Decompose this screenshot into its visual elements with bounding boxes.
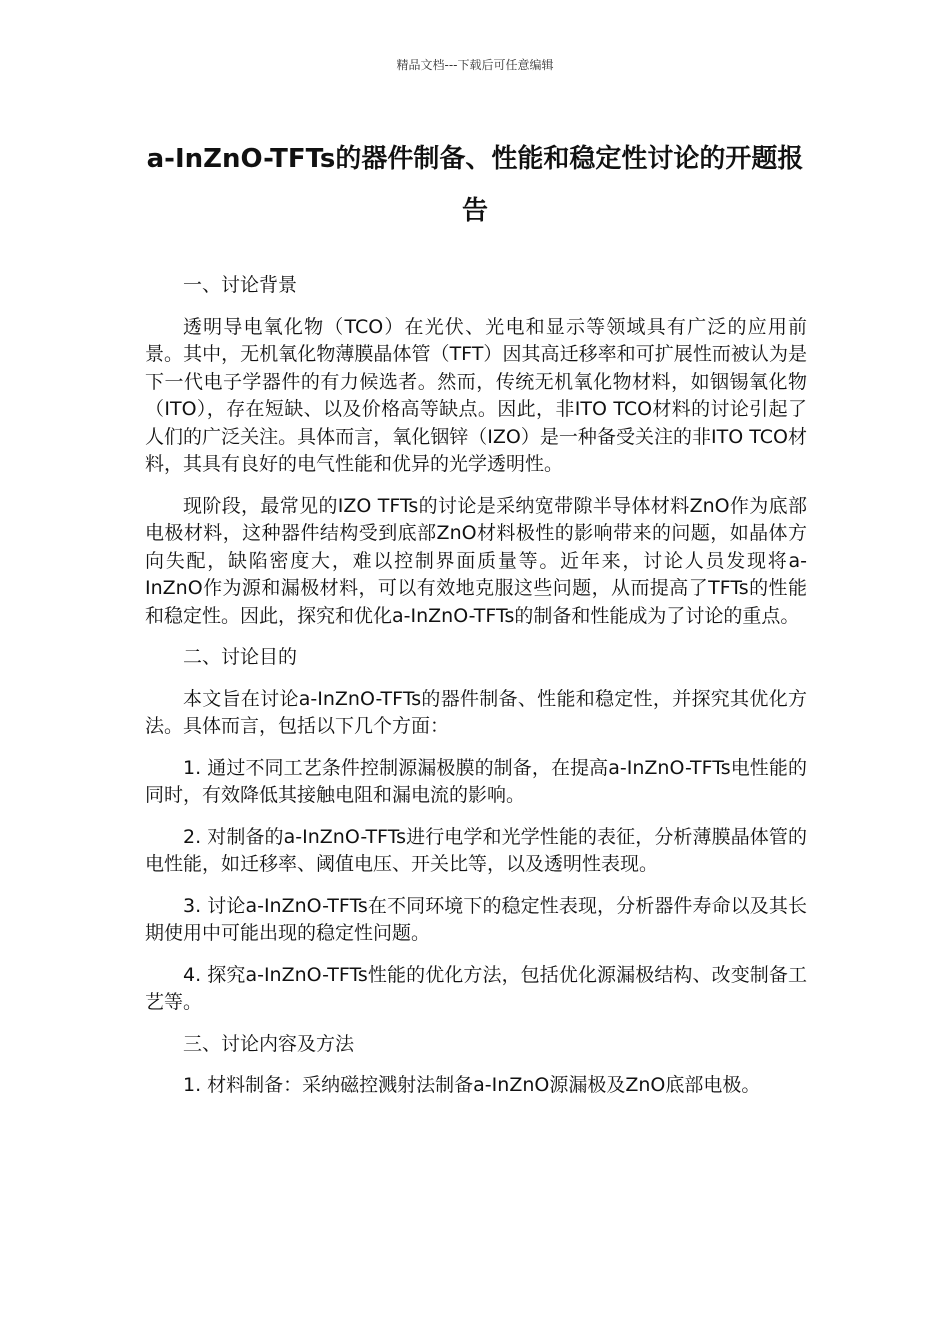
list-item-objective-4: 4. 探究a-InZnO-TFTs性能的优化方法，包括优化源漏极结构、改变制备工艺等。	[145, 963, 807, 1013]
document-body	[145, 272, 807, 1114]
list-item-objective-2: 2. 对制备的a-InZnO-TFTs进行电学和光学性能的表征，分析薄膜晶体管的电性能，如迁移率、阈值电压、开关比等，以及透明性表现。	[145, 825, 807, 875]
list-item-method-1: 1. 材料制备：采纳磁控溅射法制备a-InZnO源漏极及ZnO底部电极。	[183, 1074, 761, 1096]
section-heading-background: 一、讨论背景	[183, 274, 298, 296]
document-title: a-InZnO-TFTs的器件制备、性能和稳定性讨论的开题报告	[146, 144, 804, 226]
paragraph-background-2: 现阶段，最常见的IZO TFTs的讨论是采纳宽带隙半导体材料ZnO作为底部电极材料，这种器件结构受到底部ZnO材料极性的影响带来的问题，如晶体方向失配，缺陷密度大，难以控制界面质量等。近年来，讨论人员发现将a-InZnO作为源和漏极材料，可以有效地克服这些问题，从而提高了TFTs的性能和稳定性。因此，探究和优化a-InZnO-TFTs的制备和性能成为了讨论的重点。	[145, 494, 807, 627]
list-item-objective-3: 3. 讨论a-InZnO-TFTs在不同环境下的稳定性表现，分析器件寿命以及其长期使用中可能出现的稳定性问题。	[145, 894, 807, 944]
paragraph-objectives-intro: 本文旨在讨论a-InZnO-TFTs的器件制备、性能和稳定性，并探究其优化方法。具体而言，包括以下几个方面：	[145, 687, 807, 737]
section-heading-methods: 三、讨论内容及方法	[183, 1032, 355, 1055]
paragraph-background-1: 透明导电氧化物（TCO）在光伏、光电和显示等领域具有广泛的应用前景。其中，无机氧化物薄膜晶体管（TFT）因其高迁移率和可扩展性而被认为是下一代电子学器件的有力候选者。然而，传统无机氧化物材料，如铟锡氧化物（ITO），存在短缺、以及价格高等缺点。因此，非ITO TCO材料的讨论引起了人们的广泛关注。具体而言，氧化铟锌（IZO）是一种备受关注的非ITO TCO材料，其具有良好的电气性能和优异的光学透明性。	[145, 315, 807, 475]
header-note: 精品文档---下载后可任意编辑	[396, 58, 554, 72]
section-heading-objectives: 二、讨论目的	[183, 646, 298, 668]
list-item-objective-1: 1. 通过不同工艺条件控制源漏极膜的制备，在提高a-InZnO-TFTs电性能的同时，有效降低其接触电阻和漏电流的影响。	[145, 756, 807, 806]
